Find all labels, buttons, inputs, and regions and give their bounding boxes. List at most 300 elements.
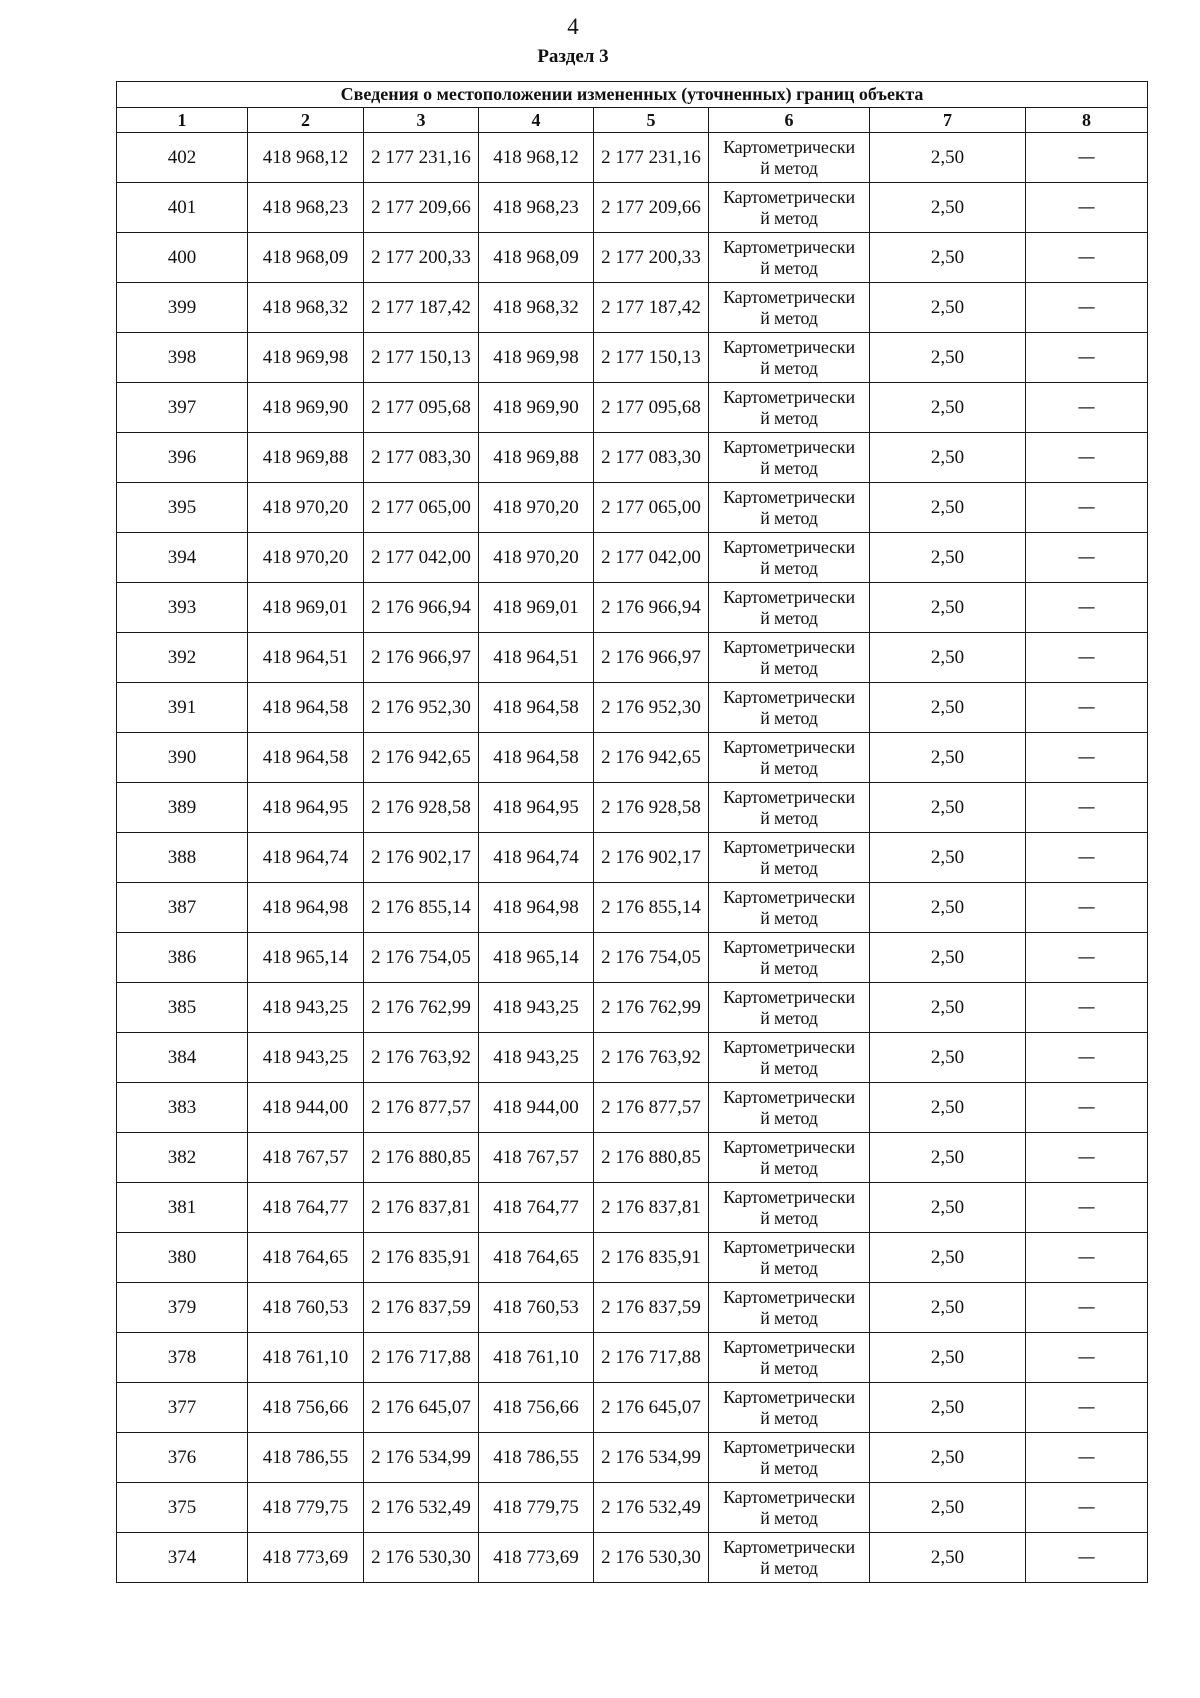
accuracy-cell: 2,50: [870, 283, 1026, 333]
x-coordinate-refined-cell: 418 969,90: [479, 383, 594, 433]
method-line-1: Картометрически: [723, 1486, 855, 1507]
x-coordinate-refined-cell: 418 767,57: [479, 1133, 594, 1183]
accuracy-cell: 2,50: [870, 1533, 1026, 1583]
method-line-2: й метод: [760, 157, 818, 178]
method-line-1: Картометрически: [723, 936, 855, 957]
method-line-2: й метод: [760, 757, 818, 778]
y-coordinate-refined-cell: 2 176 754,05: [594, 933, 709, 983]
table-row: [117, 1233, 1148, 1283]
y-coordinate-existing-cell: 2 176 837,81: [364, 1183, 479, 1233]
y-coordinate-refined-cell: 2 176 855,14: [594, 883, 709, 933]
x-coordinate-existing-cell: 418 773,69: [248, 1533, 364, 1583]
accuracy-cell: 2,50: [870, 933, 1026, 983]
x-coordinate-existing-cell: 418 943,25: [248, 1033, 364, 1083]
method-line-2: й метод: [760, 407, 818, 428]
accuracy-cell: 2,50: [870, 1133, 1026, 1183]
x-coordinate-refined-cell: 418 964,58: [479, 683, 594, 733]
x-coordinate-existing-cell: 418 964,98: [248, 883, 364, 933]
table-row: [117, 1283, 1148, 1333]
y-coordinate-refined-cell: 2 177 200,33: [594, 233, 709, 283]
x-coordinate-refined-cell: 418 969,88: [479, 433, 594, 483]
y-coordinate-refined-cell: 2 177 231,16: [594, 133, 709, 183]
y-coordinate-refined-cell: 2 176 530,30: [594, 1533, 709, 1583]
column-number: 2: [248, 108, 364, 133]
accuracy-cell: 2,50: [870, 1333, 1026, 1383]
method-line-2: й метод: [760, 957, 818, 978]
accuracy-cell: 2,50: [870, 383, 1026, 433]
accuracy-cell: 2,50: [870, 983, 1026, 1033]
x-coordinate-existing-cell: 418 968,12: [248, 133, 364, 183]
note-dash-cell: —: [1026, 1183, 1148, 1233]
point-number-cell: 386: [117, 933, 248, 983]
y-coordinate-refined-cell: 2 176 902,17: [594, 833, 709, 883]
method-line-1: Картометрически: [723, 636, 855, 657]
x-coordinate-existing-cell: 418 970,20: [248, 483, 364, 533]
note-dash-cell: —: [1026, 833, 1148, 883]
x-coordinate-existing-cell: 418 968,32: [248, 283, 364, 333]
column-number: 8: [1026, 108, 1148, 133]
accuracy-cell: 2,50: [870, 583, 1026, 633]
method-cell: [709, 133, 870, 183]
y-coordinate-existing-cell: 2 176 880,85: [364, 1133, 479, 1183]
table-row: [117, 1383, 1148, 1433]
accuracy-cell: 2,50: [870, 433, 1026, 483]
method-line-2: й метод: [760, 607, 818, 628]
accuracy-cell: 2,50: [870, 1383, 1026, 1433]
table-row: [117, 383, 1148, 433]
y-coordinate-existing-cell: 2 176 855,14: [364, 883, 479, 933]
method-cell: [709, 533, 870, 583]
method-line-2: й метод: [760, 1057, 818, 1078]
accuracy-cell: 2,50: [870, 333, 1026, 383]
y-coordinate-existing-cell: 2 177 083,30: [364, 433, 479, 483]
table-row: [117, 1033, 1148, 1083]
point-number-cell: 400: [117, 233, 248, 283]
y-coordinate-refined-cell: 2 176 928,58: [594, 783, 709, 833]
point-number-cell: 387: [117, 883, 248, 933]
point-number-cell: 379: [117, 1283, 248, 1333]
y-coordinate-refined-cell: 2 177 150,13: [594, 333, 709, 383]
point-number-cell: 378: [117, 1333, 248, 1383]
x-coordinate-refined-cell: 418 764,65: [479, 1233, 594, 1283]
y-coordinate-existing-cell: 2 176 928,58: [364, 783, 479, 833]
method-line-2: й метод: [760, 1557, 818, 1578]
y-coordinate-refined-cell: 2 176 837,81: [594, 1183, 709, 1233]
accuracy-cell: 2,50: [870, 233, 1026, 283]
y-coordinate-refined-cell: 2 177 065,00: [594, 483, 709, 533]
method-cell: [709, 633, 870, 683]
point-number-cell: 385: [117, 983, 248, 1033]
x-coordinate-refined-cell: 418 964,98: [479, 883, 594, 933]
y-coordinate-existing-cell: 2 177 065,00: [364, 483, 479, 533]
method-cell: [709, 983, 870, 1033]
accuracy-cell: 2,50: [870, 1083, 1026, 1133]
method-line-2: й метод: [760, 457, 818, 478]
x-coordinate-refined-cell: 418 969,98: [479, 333, 594, 383]
method-line-1: Картометрически: [723, 136, 855, 157]
note-dash-cell: —: [1026, 1483, 1148, 1533]
y-coordinate-existing-cell: 2 176 534,99: [364, 1433, 479, 1483]
note-dash-cell: —: [1026, 883, 1148, 933]
point-number-cell: 396: [117, 433, 248, 483]
method-line-1: Картометрически: [723, 1136, 855, 1157]
accuracy-cell: 2,50: [870, 683, 1026, 733]
x-coordinate-refined-cell: 418 964,51: [479, 633, 594, 683]
y-coordinate-existing-cell: 2 176 532,49: [364, 1483, 479, 1533]
method-line-1: Картометрически: [723, 986, 855, 1007]
y-coordinate-refined-cell: 2 177 042,00: [594, 533, 709, 583]
y-coordinate-existing-cell: 2 176 835,91: [364, 1233, 479, 1283]
point-number-cell: 374: [117, 1533, 248, 1583]
note-dash-cell: —: [1026, 283, 1148, 333]
y-coordinate-refined-cell: 2 176 966,97: [594, 633, 709, 683]
x-coordinate-refined-cell: 418 943,25: [479, 1033, 594, 1083]
column-number: 5: [594, 108, 709, 133]
x-coordinate-refined-cell: 418 761,10: [479, 1333, 594, 1383]
accuracy-cell: 2,50: [870, 1183, 1026, 1233]
y-coordinate-refined-cell: 2 176 762,99: [594, 983, 709, 1033]
method-cell: [709, 183, 870, 233]
accuracy-cell: 2,50: [870, 483, 1026, 533]
table-caption: Сведения о местоположении измененных (уточненных) границ объекта: [117, 82, 1148, 108]
method-line-2: й метод: [760, 507, 818, 528]
method-line-2: й метод: [760, 907, 818, 928]
table-row: [117, 1083, 1148, 1133]
method-line-2: й метод: [760, 1257, 818, 1278]
method-line-1: Картометрически: [723, 236, 855, 257]
note-dash-cell: —: [1026, 1333, 1148, 1383]
method-cell: [709, 383, 870, 433]
point-number-cell: 377: [117, 1383, 248, 1433]
y-coordinate-refined-cell: 2 176 835,91: [594, 1233, 709, 1283]
point-number-cell: 375: [117, 1483, 248, 1533]
note-dash-cell: —: [1026, 983, 1148, 1033]
accuracy-cell: 2,50: [870, 1233, 1026, 1283]
table-row: [117, 683, 1148, 733]
method-cell: [709, 1233, 870, 1283]
table-row: [117, 1133, 1148, 1183]
point-number-cell: 402: [117, 133, 248, 183]
method-line-2: й метод: [760, 857, 818, 878]
table-row: [117, 433, 1148, 483]
note-dash-cell: —: [1026, 683, 1148, 733]
point-number-cell: 390: [117, 733, 248, 783]
x-coordinate-refined-cell: 418 773,69: [479, 1533, 594, 1583]
y-coordinate-existing-cell: 2 176 942,65: [364, 733, 479, 783]
method-cell: [709, 283, 870, 333]
x-coordinate-refined-cell: 418 760,53: [479, 1283, 594, 1333]
table-row: [117, 1333, 1148, 1383]
y-coordinate-existing-cell: 2 176 966,94: [364, 583, 479, 633]
method-line-2: й метод: [760, 1457, 818, 1478]
table-row: [117, 833, 1148, 883]
method-cell: [709, 1333, 870, 1383]
note-dash-cell: —: [1026, 783, 1148, 833]
method-line-2: й метод: [760, 307, 818, 328]
y-coordinate-existing-cell: 2 177 042,00: [364, 533, 479, 583]
point-number-cell: 389: [117, 783, 248, 833]
method-line-1: Картометрически: [723, 586, 855, 607]
table-row: [117, 1483, 1148, 1533]
column-number: 6: [709, 108, 870, 133]
method-line-1: Картометрически: [723, 1536, 855, 1557]
column-number: 4: [479, 108, 594, 133]
note-dash-cell: —: [1026, 483, 1148, 533]
note-dash-cell: —: [1026, 633, 1148, 683]
column-number: 7: [870, 108, 1026, 133]
x-coordinate-refined-cell: 418 968,12: [479, 133, 594, 183]
method-line-1: Картометрически: [723, 536, 855, 557]
x-coordinate-existing-cell: 418 779,75: [248, 1483, 364, 1533]
table-row: [117, 933, 1148, 983]
point-number-cell: 397: [117, 383, 248, 433]
x-coordinate-existing-cell: 418 969,98: [248, 333, 364, 383]
column-number-row: [117, 108, 1148, 133]
point-number-cell: 376: [117, 1433, 248, 1483]
method-line-2: й метод: [760, 1407, 818, 1428]
method-line-1: Картометрически: [723, 436, 855, 457]
x-coordinate-existing-cell: 418 964,74: [248, 833, 364, 883]
x-coordinate-refined-cell: 418 779,75: [479, 1483, 594, 1533]
table-row: [117, 983, 1148, 1033]
method-line-1: Картометрически: [723, 736, 855, 757]
point-number-cell: 383: [117, 1083, 248, 1133]
method-cell: [709, 933, 870, 983]
accuracy-cell: 2,50: [870, 183, 1026, 233]
note-dash-cell: —: [1026, 333, 1148, 383]
accuracy-cell: 2,50: [870, 733, 1026, 783]
table-row: [117, 133, 1148, 183]
note-dash-cell: —: [1026, 583, 1148, 633]
method-cell: [709, 483, 870, 533]
method-line-2: й метод: [760, 357, 818, 378]
accuracy-cell: 2,50: [870, 783, 1026, 833]
x-coordinate-refined-cell: 418 964,58: [479, 733, 594, 783]
table-row: [117, 333, 1148, 383]
x-coordinate-existing-cell: 418 786,55: [248, 1433, 364, 1483]
method-line-1: Картометрически: [723, 686, 855, 707]
y-coordinate-existing-cell: 2 176 717,88: [364, 1333, 479, 1383]
y-coordinate-existing-cell: 2 177 095,68: [364, 383, 479, 433]
method-line-1: Картометрически: [723, 886, 855, 907]
method-line-2: й метод: [760, 1507, 818, 1528]
y-coordinate-existing-cell: 2 176 763,92: [364, 1033, 479, 1083]
x-coordinate-refined-cell: 418 968,32: [479, 283, 594, 333]
method-line-2: й метод: [760, 707, 818, 728]
method-cell: [709, 883, 870, 933]
method-line-1: Картометрически: [723, 186, 855, 207]
method-line-1: Картометрически: [723, 1436, 855, 1457]
method-cell: [709, 583, 870, 633]
x-coordinate-existing-cell: 418 965,14: [248, 933, 364, 983]
x-coordinate-existing-cell: 418 943,25: [248, 983, 364, 1033]
point-number-cell: 394: [117, 533, 248, 583]
method-line-2: й метод: [760, 1007, 818, 1028]
y-coordinate-refined-cell: 2 176 532,49: [594, 1483, 709, 1533]
method-cell: [709, 1133, 870, 1183]
x-coordinate-existing-cell: 418 969,01: [248, 583, 364, 633]
y-coordinate-existing-cell: 2 177 231,16: [364, 133, 479, 183]
accuracy-cell: 2,50: [870, 833, 1026, 883]
y-coordinate-refined-cell: 2 177 187,42: [594, 283, 709, 333]
x-coordinate-existing-cell: 418 964,58: [248, 733, 364, 783]
y-coordinate-refined-cell: 2 176 645,07: [594, 1383, 709, 1433]
y-coordinate-refined-cell: 2 177 083,30: [594, 433, 709, 483]
accuracy-cell: 2,50: [870, 533, 1026, 583]
y-coordinate-existing-cell: 2 177 209,66: [364, 183, 479, 233]
accuracy-cell: 2,50: [870, 1433, 1026, 1483]
method-line-1: Картометрически: [723, 486, 855, 507]
x-coordinate-existing-cell: 418 969,88: [248, 433, 364, 483]
point-number-cell: 398: [117, 333, 248, 383]
method-line-1: Картометрически: [723, 1086, 855, 1107]
x-coordinate-refined-cell: 418 970,20: [479, 483, 594, 533]
x-coordinate-existing-cell: 418 944,00: [248, 1083, 364, 1133]
table-row: [117, 783, 1148, 833]
y-coordinate-existing-cell: 2 176 837,59: [364, 1283, 479, 1333]
y-coordinate-existing-cell: 2 176 530,30: [364, 1533, 479, 1583]
method-line-1: Картометрически: [723, 836, 855, 857]
x-coordinate-existing-cell: 418 764,77: [248, 1183, 364, 1233]
method-line-2: й метод: [760, 807, 818, 828]
x-coordinate-existing-cell: 418 767,57: [248, 1133, 364, 1183]
x-coordinate-refined-cell: 418 944,00: [479, 1083, 594, 1133]
y-coordinate-existing-cell: 2 176 952,30: [364, 683, 479, 733]
note-dash-cell: —: [1026, 433, 1148, 483]
method-cell: [709, 1083, 870, 1133]
table-row: [117, 533, 1148, 583]
x-coordinate-existing-cell: 418 964,58: [248, 683, 364, 733]
method-cell: [709, 433, 870, 483]
note-dash-cell: —: [1026, 133, 1148, 183]
method-cell: [709, 1383, 870, 1433]
y-coordinate-existing-cell: 2 176 645,07: [364, 1383, 479, 1433]
y-coordinate-refined-cell: 2 176 534,99: [594, 1433, 709, 1483]
method-line-2: й метод: [760, 1107, 818, 1128]
y-coordinate-refined-cell: 2 176 763,92: [594, 1033, 709, 1083]
method-cell: [709, 1033, 870, 1083]
method-cell: [709, 1183, 870, 1233]
note-dash-cell: —: [1026, 1433, 1148, 1483]
point-number-cell: 382: [117, 1133, 248, 1183]
column-number: 3: [364, 108, 479, 133]
table-row: [117, 583, 1148, 633]
point-number-cell: 380: [117, 1233, 248, 1283]
table-row: [117, 1183, 1148, 1233]
note-dash-cell: —: [1026, 533, 1148, 583]
table-row: [117, 1533, 1148, 1583]
x-coordinate-existing-cell: 418 764,65: [248, 1233, 364, 1283]
point-number-cell: 381: [117, 1183, 248, 1233]
method-line-1: Картометрически: [723, 1386, 855, 1407]
table-row: [117, 633, 1148, 683]
y-coordinate-refined-cell: 2 176 877,57: [594, 1083, 709, 1133]
accuracy-cell: 2,50: [870, 1033, 1026, 1083]
table-body: [117, 133, 1148, 1583]
x-coordinate-refined-cell: 418 756,66: [479, 1383, 594, 1433]
section-title: Раздел 3: [537, 46, 609, 67]
x-coordinate-existing-cell: 418 964,95: [248, 783, 364, 833]
note-dash-cell: —: [1026, 1233, 1148, 1283]
accuracy-cell: 2,50: [870, 1483, 1026, 1533]
y-coordinate-refined-cell: 2 176 717,88: [594, 1333, 709, 1383]
x-coordinate-refined-cell: 418 764,77: [479, 1183, 594, 1233]
method-cell: [709, 833, 870, 883]
x-coordinate-existing-cell: 418 756,66: [248, 1383, 364, 1433]
method-line-1: Картометрически: [723, 286, 855, 307]
point-number-cell: 391: [117, 683, 248, 733]
point-number-cell: 388: [117, 833, 248, 883]
method-line-2: й метод: [760, 657, 818, 678]
method-cell: [709, 1533, 870, 1583]
accuracy-cell: 2,50: [870, 633, 1026, 683]
method-line-1: Картометрически: [723, 786, 855, 807]
method-line-2: й метод: [760, 257, 818, 278]
method-cell: [709, 333, 870, 383]
method-cell: [709, 683, 870, 733]
x-coordinate-refined-cell: 418 786,55: [479, 1433, 594, 1483]
point-number-cell: 392: [117, 633, 248, 683]
accuracy-cell: 2,50: [870, 1283, 1026, 1333]
y-coordinate-existing-cell: 2 176 754,05: [364, 933, 479, 983]
method-cell: [709, 1483, 870, 1533]
y-coordinate-existing-cell: 2 177 200,33: [364, 233, 479, 283]
method-line-2: й метод: [760, 207, 818, 228]
table-row: [117, 1433, 1148, 1483]
point-number-cell: 399: [117, 283, 248, 333]
method-cell: [709, 1433, 870, 1483]
method-cell: [709, 233, 870, 283]
method-line-1: Картометрически: [723, 1186, 855, 1207]
method-line-2: й метод: [760, 1307, 818, 1328]
method-cell: [709, 1283, 870, 1333]
table-row: [117, 183, 1148, 233]
x-coordinate-existing-cell: 418 970,20: [248, 533, 364, 583]
table-caption-row: [117, 82, 1148, 108]
point-number-cell: 384: [117, 1033, 248, 1083]
note-dash-cell: —: [1026, 233, 1148, 283]
method-line-2: й метод: [760, 1357, 818, 1378]
y-coordinate-existing-cell: 2 177 187,42: [364, 283, 479, 333]
x-coordinate-refined-cell: 418 968,09: [479, 233, 594, 283]
x-coordinate-refined-cell: 418 965,14: [479, 933, 594, 983]
table-row: [117, 483, 1148, 533]
table-row: [117, 883, 1148, 933]
y-coordinate-refined-cell: 2 177 209,66: [594, 183, 709, 233]
accuracy-cell: 2,50: [870, 883, 1026, 933]
x-coordinate-existing-cell: 418 968,23: [248, 183, 364, 233]
x-coordinate-existing-cell: 418 761,10: [248, 1333, 364, 1383]
note-dash-cell: —: [1026, 1383, 1148, 1433]
y-coordinate-refined-cell: 2 177 095,68: [594, 383, 709, 433]
x-coordinate-refined-cell: 418 964,74: [479, 833, 594, 883]
note-dash-cell: —: [1026, 1083, 1148, 1133]
method-line-1: Картометрически: [723, 1336, 855, 1357]
point-number-cell: 401: [117, 183, 248, 233]
x-coordinate-refined-cell: 418 943,25: [479, 983, 594, 1033]
note-dash-cell: —: [1026, 383, 1148, 433]
y-coordinate-refined-cell: 2 176 942,65: [594, 733, 709, 783]
x-coordinate-existing-cell: 418 964,51: [248, 633, 364, 683]
note-dash-cell: —: [1026, 1133, 1148, 1183]
page-number: 4: [567, 14, 579, 39]
coordinates-table: [116, 81, 1148, 1583]
method-line-2: й метод: [760, 557, 818, 578]
method-line-1: Картометрически: [723, 1036, 855, 1057]
method-line-1: Картометрически: [723, 1286, 855, 1307]
table-row: [117, 733, 1148, 783]
note-dash-cell: —: [1026, 933, 1148, 983]
